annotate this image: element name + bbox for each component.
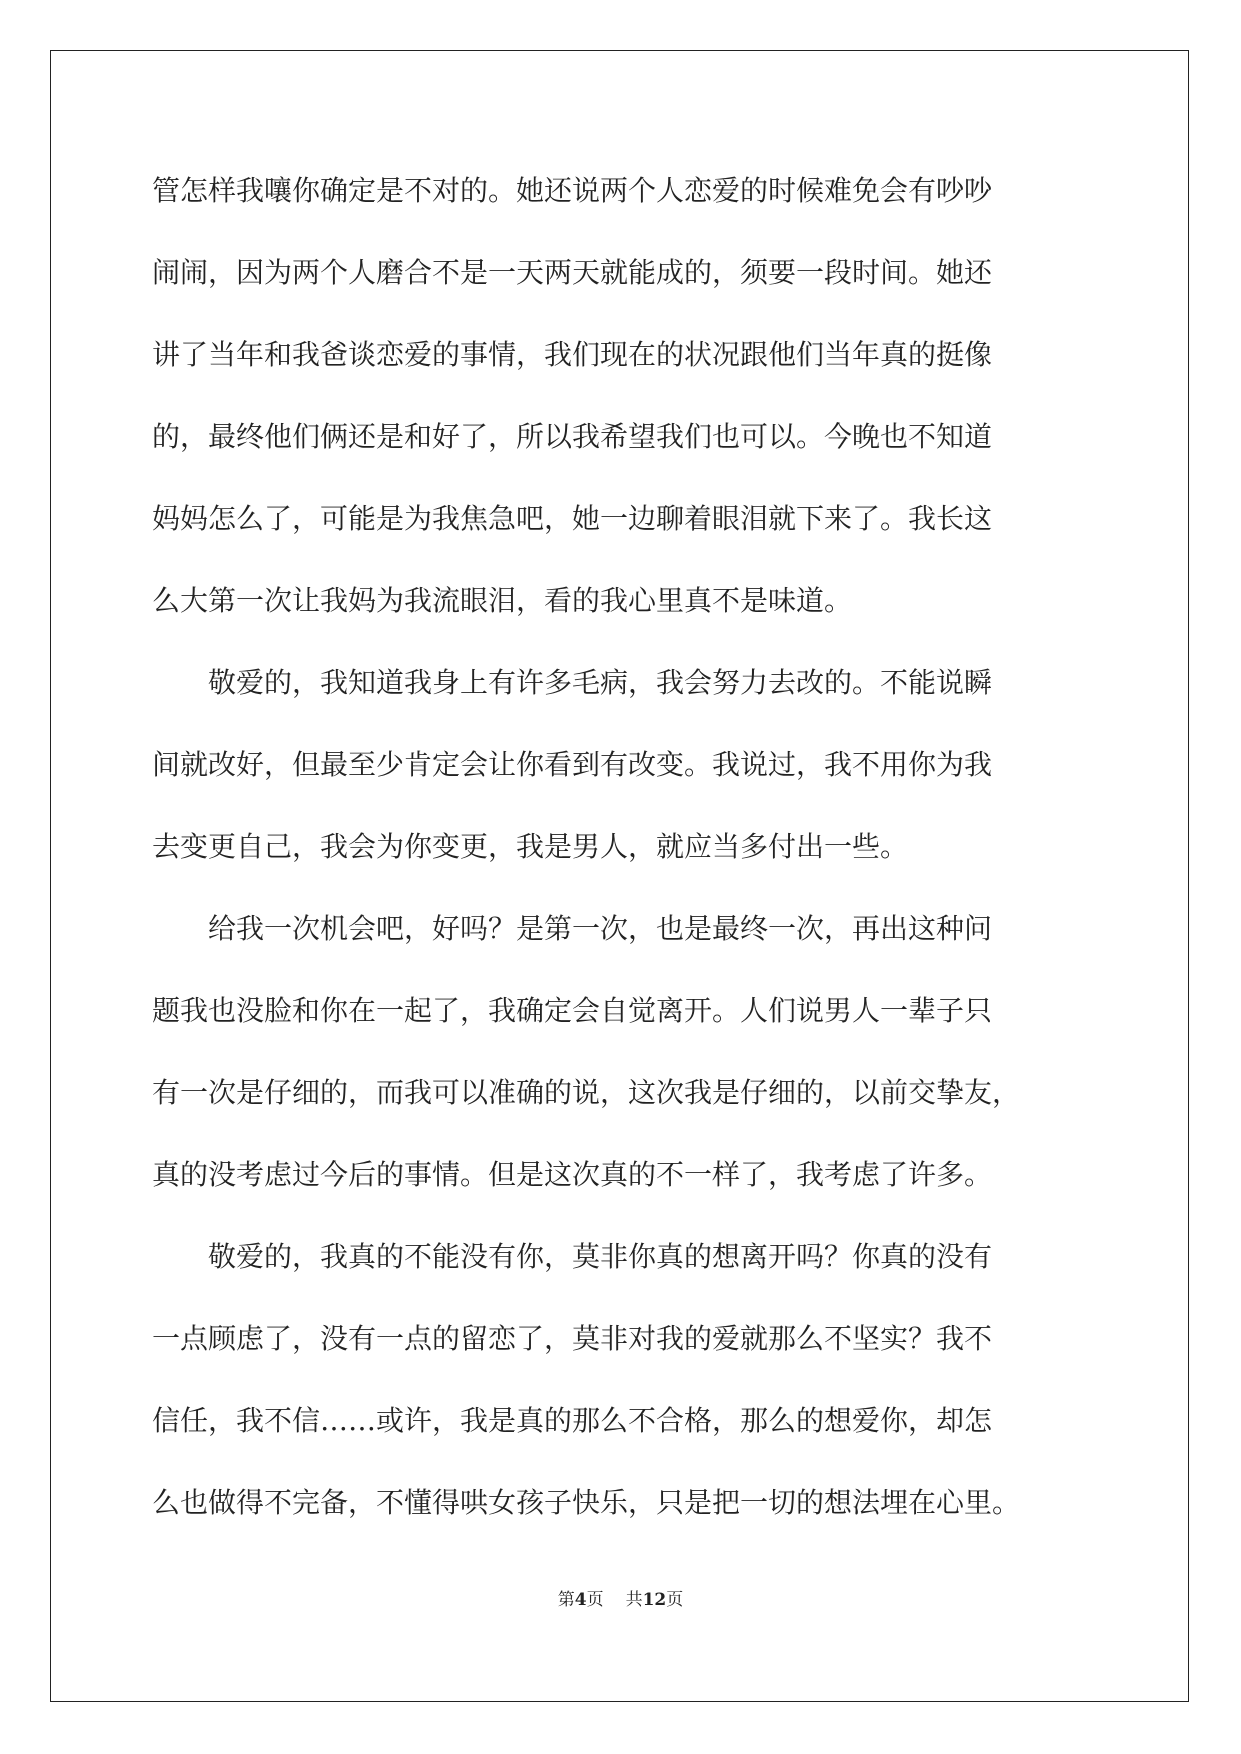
text-line: 去变更自己，我会为你变更，我是男人，就应当多付出一些。 xyxy=(152,830,909,863)
text-line: 题我也没脸和你在一起了，我确定会自觉离开。人们说男人一辈子只 xyxy=(152,994,993,1027)
page-number: 4 xyxy=(574,1590,587,1610)
text-line: 敬爱的，我真的不能没有你，莫非你真的想离开吗？你真的没有 xyxy=(152,1240,993,1273)
total-pages: 12 xyxy=(642,1590,667,1610)
text-line: 闹闹，因为两个人磨合不是一天两天就能成的，须要一段时间。她还 xyxy=(152,256,993,289)
text-line: 讲了当年和我爸谈恋爱的事情，我们现在的状况跟他们当年真的挺像 xyxy=(152,338,993,371)
text-line: 么大第一次让我妈为我流眼泪，看的我心里真不是味道。 xyxy=(152,584,853,617)
text-line: 一点顾虑了，没有一点的留恋了，莫非对我的爱就那么不坚实？我不 xyxy=(152,1322,993,1355)
text-line: 有一次是仔细的，而我可以准确的说，这次我是仔细的，以前交挚友， xyxy=(152,1076,1021,1109)
page-suffix: 页 xyxy=(586,1590,604,1610)
text-line: 妈妈怎么了，可能是为我焦急吧，她一边聊着眼泪就下来了。我长这 xyxy=(152,502,993,535)
text-line: 么也做得不完备，不懂得哄女孩子快乐，只是把一切的想法埋在心里。 xyxy=(152,1486,1021,1519)
text-line: 敬爱的，我知道我身上有许多毛病，我会努力去改的。不能说瞬 xyxy=(152,666,993,699)
text-line: 信任，我不信……或许，我是真的那么不合格，那么的想爱你，却怎 xyxy=(152,1404,993,1437)
page-prefix: 第 xyxy=(557,1590,575,1610)
text-line: 真的没考虑过今后的事情。但是这次真的不一样了，我考虑了许多。 xyxy=(152,1158,993,1191)
total-suffix: 页 xyxy=(666,1590,684,1610)
page-footer xyxy=(0,1585,1241,1610)
total-prefix: 共 xyxy=(625,1590,643,1610)
text-line: 管怎样我嚷你确定是不对的。她还说两个人恋爱的时候难免会有吵吵 xyxy=(152,174,993,207)
text-line: 的，最终他们俩还是和好了，所以我希望我们也可以。今晚也不知道 xyxy=(152,420,993,453)
text-line: 给我一次机会吧，好吗？是第一次，也是最终一次，再出这种问 xyxy=(152,912,993,945)
text-line: 间就改好，但最至少肯定会让你看到有改变。我说过，我不用你为我 xyxy=(152,748,993,781)
document-body xyxy=(152,163,1112,1557)
